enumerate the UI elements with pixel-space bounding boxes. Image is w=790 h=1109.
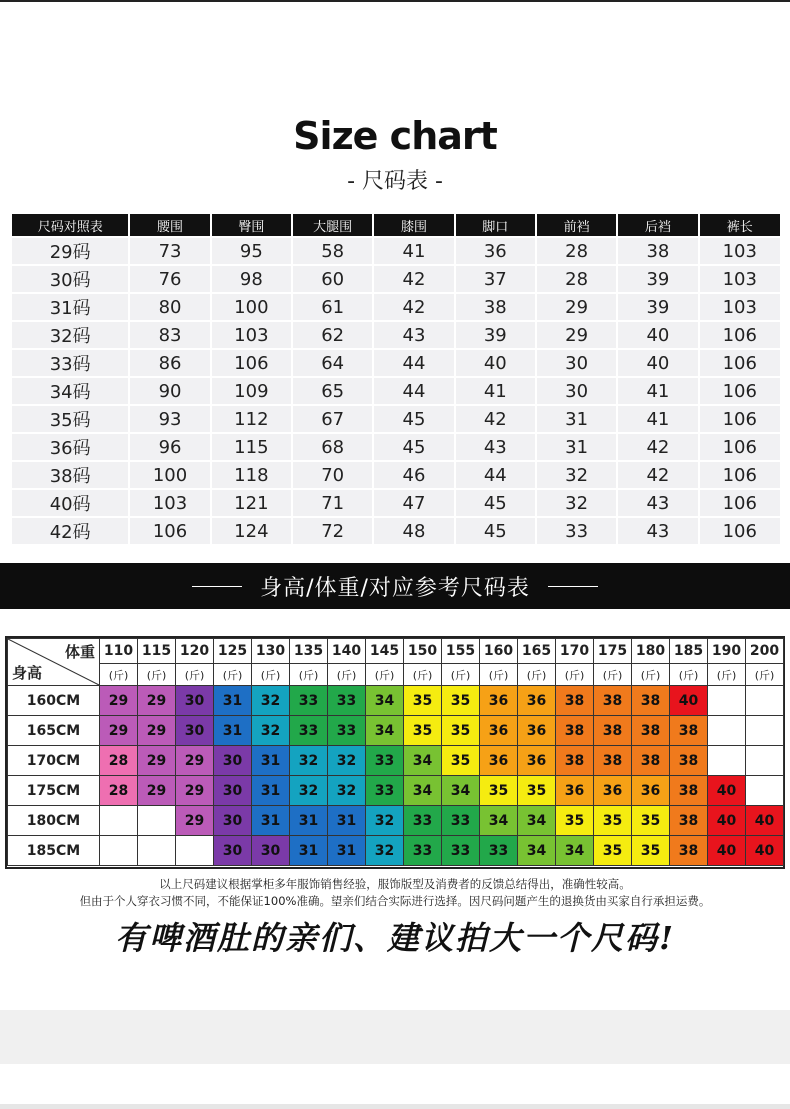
measurement-cell: 29: [537, 322, 616, 348]
size-cell: 33: [442, 836, 480, 866]
measurement-cell: 103: [700, 266, 780, 292]
size-cell: 32: [366, 836, 404, 866]
size-cell: 29: [176, 746, 214, 776]
size-cell: 38: [670, 836, 708, 866]
measurement-cell: 109: [212, 378, 291, 404]
table-row: [12, 350, 780, 376]
size-cell: 40: [746, 836, 784, 866]
weight-header-row: [8, 639, 784, 664]
size-cell: 38: [556, 716, 594, 746]
measurement-cell: 42: [374, 294, 453, 320]
weight-value-cell: 150: [404, 639, 442, 664]
size-cell: 35: [442, 686, 480, 716]
size-cell: 36: [518, 746, 556, 776]
unit-cell: (斤): [556, 664, 594, 686]
unit-cell: (斤): [404, 664, 442, 686]
measurement-cell: 103: [700, 238, 780, 264]
measurement-cell: 65: [293, 378, 372, 404]
size-cell: 40: [708, 836, 746, 866]
weight-value-cell: 110: [100, 639, 138, 664]
weight-value-cell: 200: [746, 639, 784, 664]
weight-value-cell: 160: [480, 639, 518, 664]
size-cell: 33: [442, 806, 480, 836]
measurement-cell: 71: [293, 490, 372, 516]
size-cell: 30: [252, 836, 290, 866]
size-label-cell: 42码: [12, 518, 128, 544]
size-cell: 32: [290, 746, 328, 776]
weight-value-cell: 165: [518, 639, 556, 664]
measurement-cell: 103: [130, 490, 209, 516]
measurement-cell: 43: [618, 490, 697, 516]
weight-value-cell: 180: [632, 639, 670, 664]
measurement-cell: 115: [212, 434, 291, 460]
size-cell: 32: [252, 716, 290, 746]
measurement-cell: 106: [700, 434, 780, 460]
note-line-2: 但由于个人穿衣习惯不同，不能保证100%准确。望亲们结合实际进行选择。因尺码问题产生的退换货由买家自行承担运费。: [79, 894, 711, 908]
size-cell: 32: [252, 686, 290, 716]
table-header-cell: 臀围: [212, 214, 291, 236]
size-cell: 38: [594, 686, 632, 716]
banner-title: 身高/体重/对应参考尺码表: [260, 575, 530, 601]
size-cell: 29: [176, 806, 214, 836]
table-row: [12, 322, 780, 348]
size-cell: 35: [442, 716, 480, 746]
table-header-cell: 大腿围: [293, 214, 372, 236]
size-cell: 31: [214, 686, 252, 716]
unit-cell: (斤): [366, 664, 404, 686]
size-cell: 35: [594, 836, 632, 866]
measurement-cell: 106: [700, 490, 780, 516]
unit-cell: (斤): [670, 664, 708, 686]
measurement-cell: 70: [293, 462, 372, 488]
size-cell: 31: [252, 776, 290, 806]
measurement-cell: 38: [456, 294, 535, 320]
empty-cell: [138, 806, 176, 836]
size-cell: 28: [100, 776, 138, 806]
size-cell: 29: [138, 716, 176, 746]
size-cell: 33: [290, 716, 328, 746]
size-cell: 33: [366, 746, 404, 776]
measurement-cell: 29: [537, 294, 616, 320]
size-cell: 32: [328, 746, 366, 776]
size-cell: 34: [404, 746, 442, 776]
measurement-cell: 41: [456, 378, 535, 404]
measurement-cell: 106: [700, 406, 780, 432]
size-cell: 35: [556, 806, 594, 836]
weight-value-cell: 130: [252, 639, 290, 664]
measurement-cell: 30: [537, 378, 616, 404]
unit-cell: (斤): [290, 664, 328, 686]
size-cell: 34: [366, 686, 404, 716]
unit-cell: (斤): [746, 664, 784, 686]
height-row: [8, 686, 784, 716]
size-cell: 32: [328, 776, 366, 806]
empty-cell: [746, 746, 784, 776]
size-cell: 38: [670, 806, 708, 836]
measurement-cell: 73: [130, 238, 209, 264]
measurement-cell: 121: [212, 490, 291, 516]
size-cell: 34: [366, 716, 404, 746]
footer-gray-band: [0, 1010, 790, 1064]
weight-value-cell: 125: [214, 639, 252, 664]
measurement-cell: 62: [293, 322, 372, 348]
size-cell: 36: [632, 776, 670, 806]
measurement-cell: 31: [537, 434, 616, 460]
size-cell: 33: [366, 776, 404, 806]
size-cell: 30: [214, 806, 252, 836]
measurement-cell: 43: [618, 518, 697, 544]
unit-cell: (斤): [594, 664, 632, 686]
unit-cell: (斤): [518, 664, 556, 686]
unit-cell: (斤): [442, 664, 480, 686]
height-label-cell: 160CM: [8, 686, 100, 716]
measurement-cell: 39: [618, 294, 697, 320]
table-row: [12, 462, 780, 488]
empty-cell: [746, 716, 784, 746]
table-row: [12, 378, 780, 404]
table-header-cell: 尺码对照表: [12, 214, 128, 236]
size-label-cell: 32码: [12, 322, 128, 348]
table-header-cell: 脚口: [456, 214, 535, 236]
size-cell: 35: [404, 716, 442, 746]
size-cell: 38: [670, 716, 708, 746]
size-cell: 38: [594, 746, 632, 776]
table-header-cell: 腰围: [130, 214, 209, 236]
size-label-cell: 29码: [12, 238, 128, 264]
size-cell: 35: [442, 746, 480, 776]
table-row: [12, 434, 780, 460]
measurement-cell: 106: [700, 378, 780, 404]
size-cell: 29: [138, 686, 176, 716]
size-label-cell: 33码: [12, 350, 128, 376]
weight-value-cell: 170: [556, 639, 594, 664]
table-header-cell: 后裆: [618, 214, 697, 236]
size-cell: 38: [670, 746, 708, 776]
note-line-1: 以上尺码建议根据掌柜多年服饰销售经验，服饰版型及消费者的反馈总结得出，准确性较高。: [159, 877, 631, 891]
size-cell: 38: [632, 686, 670, 716]
measurement-cell: 42: [374, 266, 453, 292]
measurement-cell: 43: [374, 322, 453, 348]
unit-cell: (斤): [632, 664, 670, 686]
size-cell: 31: [252, 746, 290, 776]
measurement-cell: 80: [130, 294, 209, 320]
size-cell: 30: [176, 716, 214, 746]
size-cell: 35: [518, 776, 556, 806]
empty-cell: [746, 776, 784, 806]
size-cell: 33: [404, 806, 442, 836]
weight-value-cell: 175: [594, 639, 632, 664]
bottom-gray-strip: [0, 1104, 790, 1109]
size-cell: 33: [404, 836, 442, 866]
size-cell: 38: [594, 716, 632, 746]
measurement-cell: 44: [374, 350, 453, 376]
size-cell: 35: [480, 776, 518, 806]
measurement-cell: 68: [293, 434, 372, 460]
size-cell: 40: [708, 806, 746, 836]
size-cell: 34: [404, 776, 442, 806]
measurement-cell: 86: [130, 350, 209, 376]
empty-cell: [100, 806, 138, 836]
size-cell: 29: [176, 776, 214, 806]
measurement-cell: 106: [130, 518, 209, 544]
page-title: Size chart: [293, 114, 497, 158]
weight-value-cell: 185: [670, 639, 708, 664]
height-row: [8, 806, 784, 836]
empty-cell: [708, 686, 746, 716]
empty-cell: [100, 836, 138, 866]
empty-cell: [138, 836, 176, 866]
weight-axis-label: 体重: [64, 643, 95, 661]
size-cell: 30: [176, 686, 214, 716]
size-cell: 35: [632, 836, 670, 866]
height-label-cell: 165CM: [8, 716, 100, 746]
table-header-row: [12, 214, 780, 236]
height-row: [8, 776, 784, 806]
weight-value-cell: 115: [138, 639, 176, 664]
size-cell: 34: [518, 836, 556, 866]
measurement-cell: 112: [212, 406, 291, 432]
measurement-cell: 40: [618, 322, 697, 348]
size-cell: 36: [480, 746, 518, 776]
size-label-cell: 34码: [12, 378, 128, 404]
measurement-cell: 124: [212, 518, 291, 544]
measurement-cell: 106: [700, 518, 780, 544]
measurement-cell: 40: [456, 350, 535, 376]
table-row: [12, 238, 780, 264]
measurement-cell: 41: [618, 406, 697, 432]
weight-value-cell: 140: [328, 639, 366, 664]
measurement-cell: 48: [374, 518, 453, 544]
size-label-cell: 31码: [12, 294, 128, 320]
measurement-cell: 42: [618, 462, 697, 488]
measurement-cell: 46: [374, 462, 453, 488]
size-cell: 36: [518, 686, 556, 716]
measurement-cell: 106: [700, 462, 780, 488]
unit-cell: (斤): [176, 664, 214, 686]
height-label-cell: 175CM: [8, 776, 100, 806]
empty-cell: [708, 746, 746, 776]
table-row: [12, 518, 780, 544]
size-comparison-table: [10, 212, 782, 546]
table-row: [12, 490, 780, 516]
size-cell: 38: [670, 776, 708, 806]
measurement-cell: 39: [618, 266, 697, 292]
top-divider: [0, 0, 790, 2]
size-cell: 33: [328, 686, 366, 716]
measurement-cell: 64: [293, 350, 372, 376]
measurement-cell: 37: [456, 266, 535, 292]
unit-header-row: [8, 664, 784, 686]
size-cell: 35: [632, 806, 670, 836]
size-cell: 40: [670, 686, 708, 716]
size-cell: 35: [404, 686, 442, 716]
measurement-cell: 106: [700, 322, 780, 348]
unit-cell: (斤): [328, 664, 366, 686]
size-cell: 30: [214, 776, 252, 806]
size-cell: 38: [556, 746, 594, 776]
measurement-cell: 42: [618, 434, 697, 460]
measurement-cell: 100: [212, 294, 291, 320]
table-row: [12, 294, 780, 320]
weight-value-cell: 145: [366, 639, 404, 664]
table-row: [12, 266, 780, 292]
height-label-cell: 170CM: [8, 746, 100, 776]
size-cell: 31: [252, 806, 290, 836]
size-cell: 33: [290, 686, 328, 716]
size-cell: 34: [518, 806, 556, 836]
size-cell: 38: [632, 716, 670, 746]
size-cell: 33: [328, 716, 366, 746]
size-label-cell: 36码: [12, 434, 128, 460]
measurement-cell: 72: [293, 518, 372, 544]
measurement-cell: 28: [537, 266, 616, 292]
measurement-cell: 103: [700, 294, 780, 320]
table-header-cell: 前裆: [537, 214, 616, 236]
measurement-cell: 41: [374, 238, 453, 264]
measurement-cell: 30: [537, 350, 616, 376]
height-row: [8, 836, 784, 866]
measurement-cell: 106: [700, 350, 780, 376]
measurement-cell: 58: [293, 238, 372, 264]
size-cell: 38: [556, 686, 594, 716]
unit-cell: (斤): [708, 664, 746, 686]
size-cell: 34: [556, 836, 594, 866]
weight-value-cell: 155: [442, 639, 480, 664]
weight-value-cell: 135: [290, 639, 328, 664]
measurement-cell: 33: [537, 518, 616, 544]
measurement-cell: 100: [130, 462, 209, 488]
size-cell: 36: [594, 776, 632, 806]
size-cell: 36: [518, 716, 556, 746]
measurement-cell: 96: [130, 434, 209, 460]
height-label-cell: 180CM: [8, 806, 100, 836]
size-cell: 31: [290, 806, 328, 836]
size-cell: 30: [214, 836, 252, 866]
measurement-cell: 40: [618, 350, 697, 376]
size-label-cell: 35码: [12, 406, 128, 432]
measurement-cell: 118: [212, 462, 291, 488]
unit-cell: (斤): [100, 664, 138, 686]
empty-cell: [746, 686, 784, 716]
measurement-cell: 36: [456, 238, 535, 264]
size-label-cell: 38码: [12, 462, 128, 488]
unit-cell: (斤): [252, 664, 290, 686]
height-axis-label: 身高: [12, 664, 43, 682]
measurement-cell: 90: [130, 378, 209, 404]
measurement-cell: 93: [130, 406, 209, 432]
height-weight-table-frame: [5, 636, 785, 869]
size-cell: 35: [594, 806, 632, 836]
size-cell: 31: [328, 836, 366, 866]
size-cell: 34: [480, 806, 518, 836]
size-cell: 32: [366, 806, 404, 836]
measurement-cell: 43: [456, 434, 535, 460]
reference-banner: [0, 563, 790, 609]
unit-cell: (斤): [138, 664, 176, 686]
banner-right-dash: [548, 586, 598, 587]
weight-value-cell: 120: [176, 639, 214, 664]
beer-belly-advice: 有啤酒肚的亲们、建议拍大一个尺码!: [114, 919, 676, 957]
size-cell: 31: [328, 806, 366, 836]
corner-header-cell: [8, 639, 100, 686]
size-label-cell: 30码: [12, 266, 128, 292]
table-header-cell: 裤长: [700, 214, 780, 236]
size-cell: 29: [138, 746, 176, 776]
height-weight-size-table: [7, 638, 784, 866]
height-row: [8, 746, 784, 776]
measurement-cell: 106: [212, 350, 291, 376]
measurement-cell: 41: [618, 378, 697, 404]
measurement-cell: 44: [374, 378, 453, 404]
measurement-cell: 45: [456, 518, 535, 544]
measurement-cell: 95: [212, 238, 291, 264]
unit-cell: (斤): [480, 664, 518, 686]
size-cell: 29: [100, 716, 138, 746]
measurement-cell: 83: [130, 322, 209, 348]
size-cell: 38: [632, 746, 670, 776]
weight-value-cell: 190: [708, 639, 746, 664]
empty-cell: [708, 716, 746, 746]
measurement-cell: 61: [293, 294, 372, 320]
size-cell: 28: [100, 746, 138, 776]
size-cell: 31: [214, 716, 252, 746]
size-cell: 33: [480, 836, 518, 866]
measurement-cell: 76: [130, 266, 209, 292]
size-cell: 36: [480, 686, 518, 716]
measurement-cell: 32: [537, 490, 616, 516]
measurement-cell: 38: [618, 238, 697, 264]
measurement-cell: 28: [537, 238, 616, 264]
size-cell: 29: [138, 776, 176, 806]
measurement-cell: 45: [456, 490, 535, 516]
measurement-cell: 103: [212, 322, 291, 348]
page-subtitle: - 尺码表 -: [347, 169, 443, 194]
height-row: [8, 716, 784, 746]
size-cell: 29: [100, 686, 138, 716]
banner-left-dash: [192, 586, 242, 587]
measurement-cell: 39: [456, 322, 535, 348]
size-cell: 36: [480, 716, 518, 746]
size-cell: 40: [746, 806, 784, 836]
size-cell: 34: [442, 776, 480, 806]
measurement-cell: 42: [456, 406, 535, 432]
measurement-cell: 60: [293, 266, 372, 292]
size-cell: 30: [214, 746, 252, 776]
size-cell: 36: [556, 776, 594, 806]
unit-cell: (斤): [214, 664, 252, 686]
measurement-cell: 67: [293, 406, 372, 432]
size-cell: 32: [290, 776, 328, 806]
empty-cell: [176, 836, 214, 866]
measurement-cell: 32: [537, 462, 616, 488]
measurement-cell: 45: [374, 406, 453, 432]
size-cell: 31: [290, 836, 328, 866]
measurement-cell: 31: [537, 406, 616, 432]
measurement-cell: 45: [374, 434, 453, 460]
measurement-cell: 98: [212, 266, 291, 292]
measurement-cell: 47: [374, 490, 453, 516]
table-row: [12, 406, 780, 432]
table-header-cell: 膝围: [374, 214, 453, 236]
height-label-cell: 185CM: [8, 836, 100, 866]
size-label-cell: 40码: [12, 490, 128, 516]
size-cell: 40: [708, 776, 746, 806]
measurement-cell: 44: [456, 462, 535, 488]
